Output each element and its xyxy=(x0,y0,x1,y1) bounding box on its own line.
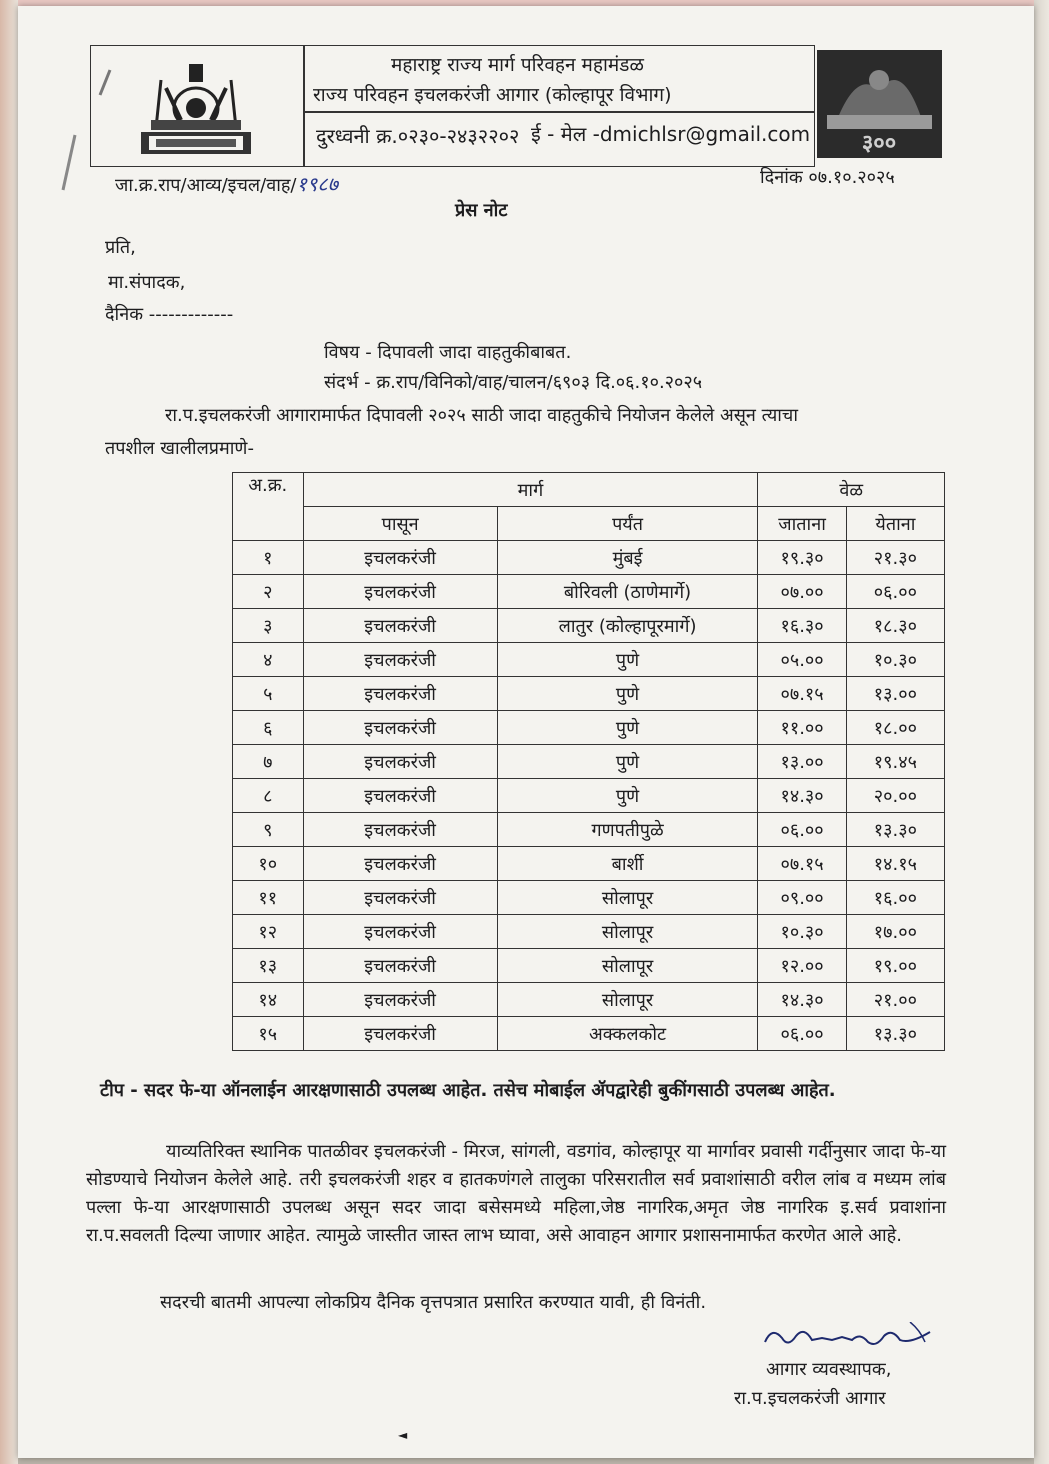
table-row xyxy=(233,813,945,847)
document-date: दिनांक ०७.१०.२०२५ xyxy=(760,167,895,188)
phone-number: दुरध्वनी क्र.०२३०-२४३२२०२ xyxy=(316,124,520,148)
cell-return-time: १९.४५ xyxy=(846,745,944,779)
cell-going-time: ११.०० xyxy=(758,711,846,745)
cell-return-time: १६.०० xyxy=(846,881,944,915)
table-row xyxy=(233,1017,945,1051)
background-right xyxy=(1034,0,1049,1464)
cell-going-time: ०७.०० xyxy=(758,575,846,609)
cell-from: इचलकरंजी xyxy=(303,983,497,1017)
cell-going-time: १४.३० xyxy=(758,779,846,813)
cell-return-time: २०.०० xyxy=(846,779,944,813)
cell-from: इचलकरंजी xyxy=(303,915,497,949)
cell-to: पुणे xyxy=(497,745,758,779)
header-serial-no: अ.क्र. xyxy=(233,473,304,541)
cell-return-time: १८.३० xyxy=(846,609,944,643)
cell-going-time: १४.३० xyxy=(758,983,846,1017)
cell-from: इचलकरंजी xyxy=(303,711,497,745)
cell-from: इचलकरंजी xyxy=(303,847,497,881)
designation-line2: रा.प.इचलकरंजी आगार xyxy=(734,1388,886,1409)
cell-going-time: ०७.१५ xyxy=(758,677,846,711)
cell-return-time: १९.०० xyxy=(846,949,944,983)
closing-line: सदरची बातमी आपल्या लोकप्रिय दैनिक वृत्तपत्रात प्रसारित करण्यात यावी, ही विनंती. xyxy=(160,1292,707,1313)
reference-prefix: जा.क्र.राप/आव्य/इचल/वाह/ xyxy=(115,175,297,196)
cell-return-time: १३.३० xyxy=(846,813,944,847)
table-row xyxy=(233,949,945,983)
cell-to: पुणे xyxy=(497,779,758,813)
cell-going-time: १६.३० xyxy=(758,609,846,643)
cell-serial-no: १४ xyxy=(233,983,304,1017)
cell-from: इचलकरंजी xyxy=(303,1017,497,1051)
subject-line: विषय - दिपावली जादा वाहतुकीबाबत. xyxy=(324,342,572,363)
table-row xyxy=(233,575,945,609)
letterhead xyxy=(90,45,815,167)
designation-line1: आगार व्यवस्थापक, xyxy=(766,1359,892,1380)
cell-serial-no: ४ xyxy=(233,643,304,677)
cell-serial-no: ११ xyxy=(233,881,304,915)
cell-going-time: ०७.१५ xyxy=(758,847,846,881)
cell-to: लातुर (कोल्हापूरमार्गे) xyxy=(497,609,758,643)
cell-going-time: ०६.०० xyxy=(758,813,846,847)
cell-from: इचलकरंजी xyxy=(303,541,497,575)
cell-serial-no: ७ xyxy=(233,745,304,779)
cell-to: पुणे xyxy=(497,643,758,677)
intro-line2: तपशील खालीलप्रमाणे- xyxy=(105,438,254,459)
cell-serial-no: ६ xyxy=(233,711,304,745)
route-rows xyxy=(233,541,945,1051)
cell-from: इचलकरंजी xyxy=(303,745,497,779)
cell-to: पुणे xyxy=(497,711,758,745)
cell-return-time: २१.३० xyxy=(846,541,944,575)
cell-return-time: १४.१५ xyxy=(846,847,944,881)
cell-to: पुणे xyxy=(497,677,758,711)
cell-from: इचलकरंजी xyxy=(303,813,497,847)
cell-going-time: ०९.०० xyxy=(758,881,846,915)
recipient-line2: मा.संपादक, xyxy=(108,272,186,293)
signature xyxy=(760,1322,935,1356)
msrtc-emblem-logo xyxy=(111,50,281,162)
table-row xyxy=(233,745,945,779)
reference-number xyxy=(115,170,338,197)
cell-serial-no: १५ xyxy=(233,1017,304,1051)
body-paragraph-text: याव्यतिरिक्त स्थानिक पातळीवर इचलकरंजी - मिरज, सांगली, वडगांव, कोल्हापूर या मार्गावर प्रवासी गर्दीनुसार जादा फे-या सोडण्याचे नियोजन केलेले आहे. तरी इचलकरंजी शहर व हातकणंगले तालुका परिसरातील सर्व प्रवाशांसाठी वरील लांब व मध्यम लांब पल्ला फे-या आरक्षणासाठी उपलब्ध असून सदर जादा बसेसमध्ये महिला,जेष्ठ नागरिक,अमृत जेष्ठ नागरिक इ.सर्व प्रवाशांना रा.प.सवलती दिल्या जाणार आहेत. त्यामुळे जास्तीत जास्त लाभ घ्यावा, असे आवाहन आगार प्रशासनामार्फत करणेत आले आहे. xyxy=(86,1141,946,1246)
note-text: टीप - सदर फे-या ऑनलाईन आरक्षणासाठी उपलब्ध आहेत. तसेच मोबाईल ॲपद्वारेही बुकींगसाठी उपलब्ध आहेत. xyxy=(100,1080,836,1101)
cell-going-time: १९.३० xyxy=(758,541,846,575)
reference-handwritten-number: १९८७ xyxy=(296,172,339,196)
cell-serial-no: १ xyxy=(233,541,304,575)
cell-from: इचलकरंजी xyxy=(303,949,497,983)
table-row xyxy=(233,711,945,745)
table-row xyxy=(233,779,945,813)
cell-to: सोलापूर xyxy=(497,983,758,1017)
cell-serial-no: ३ xyxy=(233,609,304,643)
recipient-line1: प्रति, xyxy=(105,237,136,258)
cell-from: इचलकरंजी xyxy=(303,609,497,643)
cell-return-time: २१.०० xyxy=(846,983,944,1017)
body-paragraph xyxy=(86,1138,946,1250)
cell-serial-no: २ xyxy=(233,575,304,609)
org-name-line2: राज्य परिवहन इचलकरंजी आगार (कोल्हापूर विभाग) xyxy=(313,84,672,106)
header-from: पासून xyxy=(303,507,497,541)
table-row xyxy=(233,677,945,711)
table-row xyxy=(233,609,945,643)
anniversary-logo xyxy=(817,50,942,158)
header-return: येताना xyxy=(846,507,944,541)
header-divider-vertical xyxy=(303,46,305,166)
cell-serial-no: ५ xyxy=(233,677,304,711)
cell-return-time: १३.०० xyxy=(846,677,944,711)
cell-serial-no: ८ xyxy=(233,779,304,813)
cell-return-time: १८.०० xyxy=(846,711,944,745)
anniversary-logo-text: ३०० xyxy=(861,131,897,156)
org-name-line1: महाराष्ट्र राज्य मार्ग परिवहन महामंडळ xyxy=(391,54,644,76)
intro-line1: रा.प.इचलकरंजी आगारामार्फत दिपावली २०२५ साठी जादा वाहतुकीचे नियोजन केलेले असून त्याचा xyxy=(165,405,799,426)
cell-to: सोलापूर xyxy=(497,949,758,983)
cell-to: बार्शी xyxy=(497,847,758,881)
cell-to: बोरिवली (ठाणेमार्गे) xyxy=(497,575,758,609)
cell-return-time: ०६.०० xyxy=(846,575,944,609)
route-schedule-table xyxy=(232,472,945,1051)
page-marker: ◄ xyxy=(398,1428,408,1442)
cell-from: इचलकरंजी xyxy=(303,881,497,915)
header-divider-horizontal xyxy=(303,111,814,113)
reference-line: संदर्भ - क्र.राप/विनिको/वाह/चालन/६९०३ दि.०६.१०.२०२५ xyxy=(324,372,703,393)
header-going: जाताना xyxy=(758,507,846,541)
cell-from: इचलकरंजी xyxy=(303,575,497,609)
table-row xyxy=(233,541,945,575)
cell-going-time: ०५.०० xyxy=(758,643,846,677)
cell-from: इचलकरंजी xyxy=(303,677,497,711)
cell-serial-no: ९ xyxy=(233,813,304,847)
header-to: पर्यंत xyxy=(497,507,758,541)
cell-return-time: १७.०० xyxy=(846,915,944,949)
cell-to: मुंबई xyxy=(497,541,758,575)
header-time: वेळ xyxy=(758,473,945,507)
cell-serial-no: १३ xyxy=(233,949,304,983)
cell-return-time: १३.३० xyxy=(846,1017,944,1051)
email-address: ई - मेल -dmichlsr@gmail.com xyxy=(531,122,811,146)
table-row xyxy=(233,643,945,677)
background-left xyxy=(0,0,18,1464)
document-title: प्रेस नोट xyxy=(455,200,508,221)
cell-serial-no: १२ xyxy=(233,915,304,949)
cell-to: गणपतीपुळे xyxy=(497,813,758,847)
recipient-line3: दैनिक ------------- xyxy=(105,304,234,325)
table-row xyxy=(233,915,945,949)
cell-to: सोलापूर xyxy=(497,915,758,949)
cell-from: इचलकरंजी xyxy=(303,643,497,677)
cell-serial-no: १० xyxy=(233,847,304,881)
cell-going-time: ०६.०० xyxy=(758,1017,846,1051)
cell-to: सोलापूर xyxy=(497,881,758,915)
cell-going-time: १०.३० xyxy=(758,915,846,949)
table-row xyxy=(233,881,945,915)
table-row xyxy=(233,983,945,1017)
cell-to: अक्कलकोट xyxy=(497,1017,758,1051)
cell-going-time: १३.०० xyxy=(758,745,846,779)
cell-going-time: १२.०० xyxy=(758,949,846,983)
header-route: मार्ग xyxy=(303,473,758,507)
table-row xyxy=(233,847,945,881)
cell-from: इचलकरंजी xyxy=(303,779,497,813)
cell-return-time: १०.३० xyxy=(846,643,944,677)
